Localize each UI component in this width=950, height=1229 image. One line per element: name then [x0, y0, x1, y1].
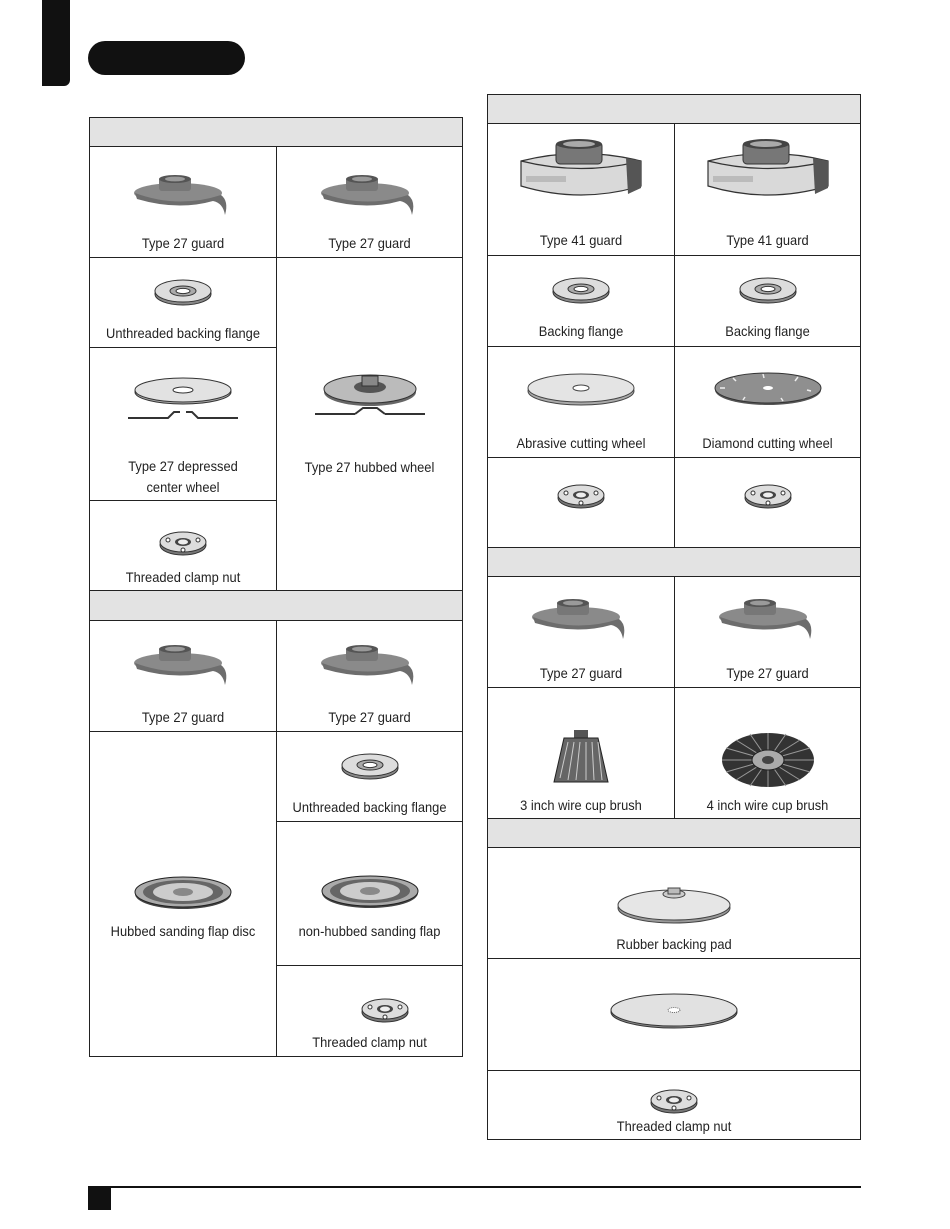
cell-label: Type 27 hubbed wheel — [304, 459, 435, 475]
cell-label: Type 27 guard — [141, 235, 225, 251]
right-section-3-header — [487, 818, 861, 848]
left-s2-cell-unthreaded-flange — [276, 731, 463, 822]
left-section-2-header — [89, 590, 463, 621]
left-section-1-header — [89, 117, 463, 147]
backing-flange-icon — [551, 274, 611, 306]
right-s1-cell-type41-guard-b — [674, 123, 861, 256]
cell-label: Threaded clamp nut — [125, 569, 241, 585]
hubbed-wheel-icon — [315, 362, 425, 422]
right-s1-cell-abrasive-cutting-wheel — [487, 346, 675, 458]
clamp-nut-icon — [360, 996, 410, 1024]
type41-guard-icon — [703, 134, 833, 208]
wire-cup-brush-icon — [546, 728, 616, 784]
cell-label: 4 inch wire cup brush — [706, 797, 829, 813]
cell-label: Threaded clamp nut — [312, 1034, 427, 1050]
left-s1-cell-depressed-center-wheel — [89, 347, 277, 501]
footer-rule — [88, 1186, 861, 1188]
left-s1-cell-clamp-nut — [89, 500, 277, 591]
clamp-nut-icon — [158, 529, 208, 557]
section-heading-pill — [88, 41, 245, 75]
cell-label: Unthreaded backing flange — [292, 799, 447, 815]
cell-label: Type 27 guard — [726, 665, 809, 681]
clamp-nut-icon — [743, 482, 793, 510]
abrasive-cutting-wheel-icon — [526, 369, 636, 409]
backing-flange-icon — [153, 276, 213, 308]
flap-disc-icon — [133, 872, 233, 912]
cell-label: Type 27 guard — [539, 665, 623, 681]
left-s1-cell-unthreaded-flange — [89, 257, 277, 348]
cell-label: Diamond cutting wheel — [702, 435, 833, 451]
type41-guard-icon — [516, 134, 646, 208]
left-s2-cell-hubbed-flap-disc — [89, 731, 277, 1057]
type27-guard-icon — [320, 173, 420, 223]
right-s3-cell-clamp-nut — [487, 1070, 861, 1140]
cell-label: 3 inch wire cup brush — [520, 797, 642, 813]
right-s1-cell-backing-flange-a — [487, 255, 675, 347]
left-s1-cell-type27-guard-a — [89, 146, 277, 258]
flap-disc-icon — [317, 871, 423, 911]
cell-label: Type 27 guard — [328, 235, 411, 251]
type27-guard-icon — [718, 597, 818, 647]
cell-label: Hubbed sanding flap disc — [110, 923, 256, 939]
cell-label: Type 27 guard — [328, 709, 411, 725]
rubber-backing-pad-icon — [614, 882, 734, 926]
left-s2-cell-type27-guard-b — [276, 620, 463, 732]
cell-label: Rubber backing pad — [616, 936, 732, 952]
backing-flange-icon — [340, 750, 400, 782]
left-s1-cell-hubbed-wheel — [276, 257, 463, 591]
type27-guard-icon — [320, 643, 420, 693]
cell-label: Backing flange — [725, 323, 810, 339]
type27-guard-icon — [133, 173, 233, 223]
right-s3-cell-rubber-backing-pad — [487, 847, 861, 959]
right-s3-cell-sanding-disc — [487, 958, 861, 1071]
right-s2-cell-3in-wire-cup-brush — [487, 687, 675, 819]
cell-label: Unthreaded backing flange — [106, 325, 260, 341]
clamp-nut-icon — [649, 1087, 699, 1115]
cell-label: Abrasive cutting wheel — [516, 435, 646, 451]
type27-guard-icon — [133, 643, 233, 693]
page-number-block — [88, 1186, 111, 1210]
right-s1-cell-backing-flange-b — [674, 255, 861, 347]
diamond-cutting-wheel-icon — [713, 369, 823, 409]
left-s1-cell-type27-guard-b — [276, 146, 463, 258]
cell-label: Type 41 guard — [539, 232, 623, 248]
right-s2-cell-4in-wire-cup-brush — [674, 687, 861, 819]
right-s1-cell-type41-guard-a — [487, 123, 675, 256]
cell-label: Type 27 depressed center wheel — [128, 458, 238, 495]
right-s2-cell-type27-guard-b — [674, 576, 861, 688]
right-s1-cell-diamond-cutting-wheel — [674, 346, 861, 458]
type27-guard-icon — [531, 597, 631, 647]
right-s1-cell-clamp-nut-a — [487, 457, 675, 548]
left-s2-cell-clamp-nut — [276, 965, 463, 1057]
cell-label: Backing flange — [538, 323, 624, 339]
sanding-disc-icon — [609, 991, 739, 1031]
right-s1-cell-clamp-nut-b — [674, 457, 861, 548]
left-s2-cell-non-hubbed-flap — [276, 821, 463, 966]
depressed-center-wheel-icon — [128, 372, 238, 432]
clamp-nut-icon — [556, 482, 606, 510]
right-section-1-header — [487, 94, 861, 124]
language-tab-marker — [42, 0, 70, 86]
cell-label: Type 27 guard — [141, 709, 225, 725]
right-s2-cell-type27-guard-a — [487, 576, 675, 688]
cell-label: non-hubbed sanding flap — [298, 923, 441, 939]
cell-label: Type 41 guard — [726, 232, 809, 248]
wire-wheel-brush-icon — [718, 730, 818, 790]
backing-flange-icon — [738, 274, 798, 306]
right-section-2-header — [487, 547, 861, 577]
left-s2-cell-type27-guard-a — [89, 620, 277, 732]
cell-label: Threaded clamp nut — [616, 1118, 732, 1134]
